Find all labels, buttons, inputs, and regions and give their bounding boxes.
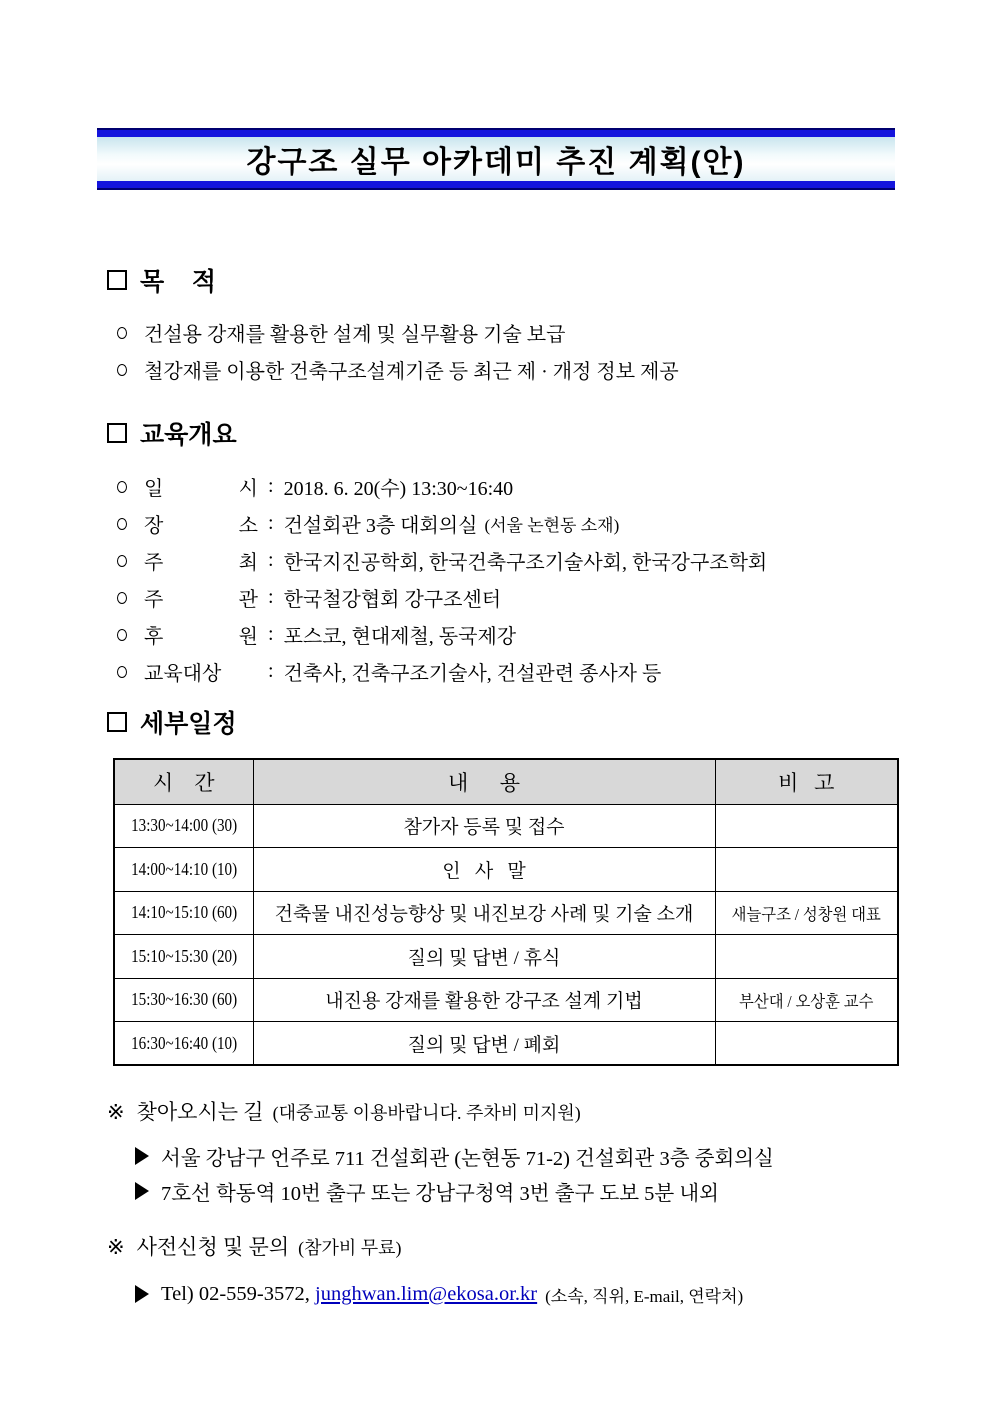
- overview-item-value: 한국지진공학회, 한국건축구조기술사회, 한국강구조학회: [283, 552, 768, 574]
- contact-heading-label: 사전신청 및 문의: [136, 1235, 290, 1259]
- table-row: [114, 804, 898, 848]
- list-item: [135, 1275, 907, 1313]
- list-item: [117, 616, 907, 653]
- overview-item-label: 일 시: [144, 478, 258, 500]
- schedule-table: [113, 758, 899, 1066]
- overview-item-colon: :: [268, 475, 274, 497]
- square-box-icon: [107, 423, 127, 443]
- content-cell: 건축물 내진성능향상 및 내진보강 사례 및 기술 소개: [253, 891, 715, 935]
- schedule-section: [107, 704, 907, 1066]
- circle-bullet-icon: [117, 629, 127, 641]
- table-row: [114, 935, 898, 979]
- list-item: [117, 542, 907, 579]
- directions-heading: [107, 1096, 907, 1126]
- circle-bullet-icon: [117, 555, 127, 567]
- schedule-heading-label: 세부일정: [140, 710, 237, 738]
- overview-item-value: 한국철강협회 강구조센터: [283, 589, 502, 611]
- time-cell: [114, 891, 253, 935]
- list-item: [135, 1173, 907, 1208]
- overview-item-colon: :: [268, 512, 274, 534]
- remark-cell: [715, 1022, 898, 1066]
- overview-item-label: 후 원: [144, 626, 258, 648]
- circle-bullet-icon: [117, 666, 127, 678]
- overview-item-value: 건축사, 건축구조기술사, 건설관련 종사자 등: [283, 663, 662, 685]
- overview-item-colon: :: [268, 586, 274, 608]
- purpose-section: [107, 262, 907, 388]
- banner-top-bar: [97, 130, 895, 137]
- time-text: 13:30~14:00 (30): [130, 815, 237, 836]
- arrow-right-icon: [135, 1285, 149, 1303]
- overview-item-note: (서울 논현동 소재): [484, 516, 620, 535]
- table-row: [114, 1022, 898, 1066]
- purpose-bullet-text: 철강재를 이용한 건축구조설계기준 등 최근 제 · 개정 정보 제공: [144, 361, 679, 383]
- contact-section: [107, 1231, 907, 1313]
- contact-required-fields-note: (소속, 직위, E-mail, 연락처): [545, 1286, 744, 1306]
- circle-bullet-icon: [117, 592, 127, 604]
- content-cell: 질의 및 답변 / 폐회: [253, 1022, 715, 1066]
- circle-bullet-icon: [117, 327, 127, 339]
- purpose-heading: [107, 262, 907, 298]
- time-text: 14:00~14:10 (10): [130, 858, 237, 879]
- circle-bullet-icon: [117, 518, 127, 530]
- table-row: [114, 848, 898, 892]
- directions-item-text: 7호선 학동역 10번 출구 또는 강남구청역 3번 출구 도보 5분 내외: [161, 1182, 719, 1205]
- contact-heading: [107, 1231, 907, 1261]
- time-cell: [114, 1022, 253, 1066]
- time-text: 15:30~16:30 (60): [130, 989, 237, 1010]
- remark-text: 새늘구조 / 성창원 대표: [731, 904, 881, 924]
- list-item: [117, 351, 907, 388]
- directions-section: [107, 1096, 907, 1208]
- overview-item-value: 건설회관 3층 대회의실: [283, 515, 478, 537]
- header-remark: 비 고: [715, 759, 898, 804]
- circle-bullet-icon: [117, 481, 127, 493]
- overview-item-label: 주 관: [144, 589, 258, 611]
- remark-cell: [715, 978, 898, 1022]
- overview-item-colon: :: [268, 623, 274, 645]
- list-item: [117, 579, 907, 616]
- title-banner: [97, 128, 895, 190]
- overview-item-label: 주 최: [144, 552, 258, 574]
- table-header-row: [114, 759, 898, 804]
- list-item: [117, 468, 907, 505]
- circle-bullet-icon: [117, 364, 127, 376]
- content-cell: 내진용 강재를 활용한 강구조 설계 기법: [253, 978, 715, 1022]
- list-item: [117, 653, 907, 690]
- list-item: [117, 314, 907, 351]
- time-text: 16:30~16:40 (10): [130, 1032, 237, 1053]
- content-cell: 질의 및 답변 / 휴식: [253, 935, 715, 979]
- table-row: [114, 978, 898, 1022]
- time-text: 15:10~15:30 (20): [130, 945, 237, 966]
- time-cell: [114, 935, 253, 979]
- overview-item-colon: :: [268, 660, 274, 682]
- time-cell: [114, 848, 253, 892]
- square-box-icon: [107, 270, 127, 290]
- overview-heading: [107, 415, 907, 451]
- content-cell: 인 사 말: [253, 848, 715, 892]
- overview-item-list: [107, 468, 907, 690]
- contact-tel-text: Tel) 02-559-3572,: [161, 1282, 315, 1305]
- remark-cell: [715, 935, 898, 979]
- overview-item-colon: :: [268, 549, 274, 571]
- remark-text: 부산대 / 오상훈 교수: [739, 991, 874, 1011]
- contact-email-link[interactable]: junghwan.lim@ekosa.or.kr: [315, 1282, 538, 1305]
- content-cell: 참가자 등록 및 접수: [253, 804, 715, 848]
- remark-cell: [715, 848, 898, 892]
- reference-mark-icon: ※: [107, 1100, 125, 1124]
- directions-heading-note: (대중교통 이용바랍니다. 주차비 미지원): [272, 1103, 581, 1123]
- overview-item-value: 포스코, 현대제철, 동국제강: [283, 626, 517, 648]
- header-time: 시 간: [114, 759, 253, 804]
- list-item: [135, 1138, 907, 1173]
- directions-heading-label: 찾아오시는 길: [136, 1100, 264, 1124]
- table-row: [114, 891, 898, 935]
- remark-cell: [715, 891, 898, 935]
- time-text: 14:10~15:10 (60): [130, 902, 237, 923]
- overview-section: [107, 415, 907, 690]
- purpose-bullet-text: 건설용 강재를 활용한 설계 및 실무활용 기술 보급: [144, 324, 566, 346]
- reference-mark-icon: ※: [107, 1235, 125, 1259]
- time-cell: [114, 978, 253, 1022]
- list-item: [117, 505, 907, 542]
- banner-bottom-bar: [97, 181, 895, 188]
- header-content: 내 용: [253, 759, 715, 804]
- overview-item-label: 장 소: [144, 515, 258, 537]
- directions-item-text: 서울 강남구 언주로 711 건설회관 (논현동 71-2) 건설회관 3층 중회의실: [161, 1147, 774, 1170]
- arrow-right-icon: [135, 1182, 149, 1200]
- overview-heading-label: 교육개요: [140, 421, 237, 449]
- document-title: 강구조 실무 아카데미 추진 계획(안): [246, 146, 746, 179]
- overview-item-label: 교육대상: [144, 663, 222, 685]
- square-box-icon: [107, 712, 127, 732]
- banner-background: [97, 137, 895, 181]
- banner-bottom-edge: [97, 188, 895, 190]
- contact-heading-note: (참가비 무료): [298, 1238, 402, 1258]
- overview-item-value: 2018. 6. 20(수) 13:30~16:40: [283, 478, 514, 500]
- arrow-right-icon: [135, 1147, 149, 1165]
- purpose-bullet-list: [107, 314, 907, 388]
- remark-cell: [715, 804, 898, 848]
- schedule-heading: [107, 704, 907, 740]
- directions-item-list: [107, 1138, 907, 1208]
- purpose-heading-label: 목 적: [140, 268, 217, 296]
- time-cell: [114, 804, 253, 848]
- contact-item-list: [107, 1275, 907, 1313]
